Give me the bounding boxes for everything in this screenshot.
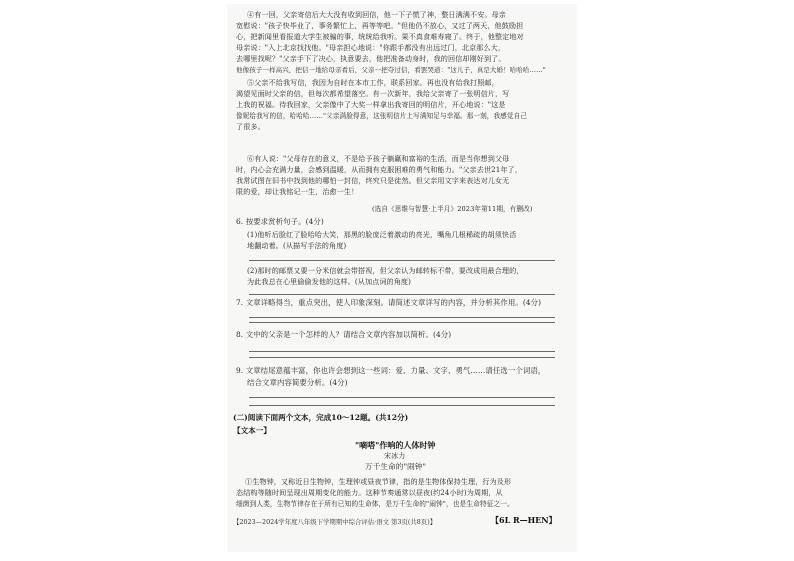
text-one-body-line: 细菌到人类，生物节律存在于所有已知的生命体，是万千生命的"闹钟"，也是生命特征之一。 [236, 500, 514, 508]
question-8: 8. 文中的父亲是一个怎样的人？请结合文章内容加以简析。(4分) [236, 330, 452, 339]
answer-line [249, 351, 555, 352]
p5-line: 了很多。 [236, 122, 265, 131]
question-9-line: 9. 文章结尾意蕴丰富，你也许会想到这一些词：爱、力量、文字、勇气……请任选一个词语， [236, 366, 546, 375]
answer-line [249, 260, 555, 261]
p5-line: 上我的祝福。待我回家，父亲像中了大奖一样拿出我寄回的明信片，开心地说："这是 [236, 100, 506, 109]
answer-line [249, 317, 555, 318]
p5-line: 渴望见面时父亲的信，但每次都希望落空。有一次新年，我给父亲寄了一张明信片，写 [236, 89, 510, 98]
question-7: 7. 文章详略得当，重点突出，使人印象深刻。请简述文章详写的内容，并分析其作用。(4分) [236, 298, 542, 307]
text-one-body-line: ①生物钟，又称近日生物钟，生理钟或昼夜节律，指的是生物体保持生理，行为及形 [245, 477, 512, 486]
p4-line: 他像孩子一样高兴，把信一地给母亲看后，父亲一把夺过信，看罢哭道："这儿子，真是大婚！哈哈哈……" [236, 66, 546, 74]
answer-line [249, 405, 555, 406]
text-one-title: "嘀嗒"作响的人体时钟 [355, 440, 436, 450]
answer-line [249, 397, 555, 398]
p6-line: ⑥有人说："父母存在的意义，不是给予孩子躺赢和富裕的生活，而是当你想到父母 [247, 154, 510, 163]
question-6-1-line: 地翻动着。(从描写手法的角度) [247, 241, 347, 250]
footer-code: 【6L R—HEN】 [491, 515, 557, 525]
p5-line: 像妮给我写的信，哈哈哈……"父亲满脸得意，这张明信片上写满知足与幸福。那一刻，我感觉自己 [236, 112, 527, 120]
text-one-body-line: 态结构等随时间呈现出周期变化的能力。这种节奏通常以昼夜(约24小时)为周期，从 [236, 488, 503, 497]
section-2-heading: (二)阅读下面两个文本，完成10～12题。(共12分) [233, 413, 409, 422]
text-one-subtitle: 万千生命的"闹钟" [365, 462, 427, 471]
answer-line [249, 357, 555, 358]
answer-line [249, 322, 555, 323]
question-6-1-line: (1)他听后脸红了脸哈哈大笑，那黑的脸庞泛着激动的亮光，嘴角几根稀疏的胡须快活 [247, 230, 517, 239]
p6-line: 限的爱，却让我铭记一生，治愈一生！ [236, 187, 359, 196]
p4-line: 去哪里找呢？"父亲手下了决心，执意要去，他把准备动身时，我的回信却刚好到了。 [236, 54, 506, 63]
answer-line [249, 294, 555, 295]
p4-line: ④有一回，父亲寄信后大大没有收到回信，他一下子慌了神，整日满满不安。母亲 [247, 10, 506, 19]
p4-line: 母亲说："入上北京找找他。"母亲担心地说："你跟手都没有出远过门，北京那么大， [236, 43, 506, 52]
p6-line: 我常试图在旧书中找到他的哪怕一封信，终究只是徒然。但父亲用文字来表达对儿女无 [236, 176, 510, 185]
question-6-2-line: (2)那时的邮票又要一分米信就会带搭视，但父亲认为邮转标不带，要改成用最合理的， [247, 266, 524, 275]
article-source: (选自《思维与智慧·上半月》2023年第11期，有删改) [372, 205, 533, 213]
question-6-2-line: 为此我总在心里偷偷发他的这样。(从加点词的角度) [247, 277, 411, 286]
text-one-label: 【文本一】 [233, 426, 271, 435]
p4-line: 宽慰说："孩子快毕业了，事务繁忙上，再等等吧。"但他仍不放心，又过了两天，他鼓励担 [236, 21, 524, 30]
question-9-line: 结合文章内容简要分析。(4分) [247, 378, 348, 387]
p6-line: 时，内心会充满力量，会感到温暖，从而拥有克服困难的勇气和能力。"父亲去世21年了， [236, 165, 522, 174]
p4-line: 心，把新闻里看报道大学生被骗的事，统统给我听。果不真食难寿寝了。终于，他整定地对 [236, 32, 524, 41]
footer-left: 【2023—2024学年度八年级下学期期中综合评估·语文 第3页(共8页)】 [233, 518, 437, 526]
p5-line: ⑤父亲不给我写信，我因为自时在本市工作，联系回家。再也没有给我打照邮， [247, 78, 499, 87]
text-one-author: 宋冰力 [384, 452, 406, 460]
question-6-title: 6. 按要求赏析句子。(4分) [236, 217, 324, 226]
